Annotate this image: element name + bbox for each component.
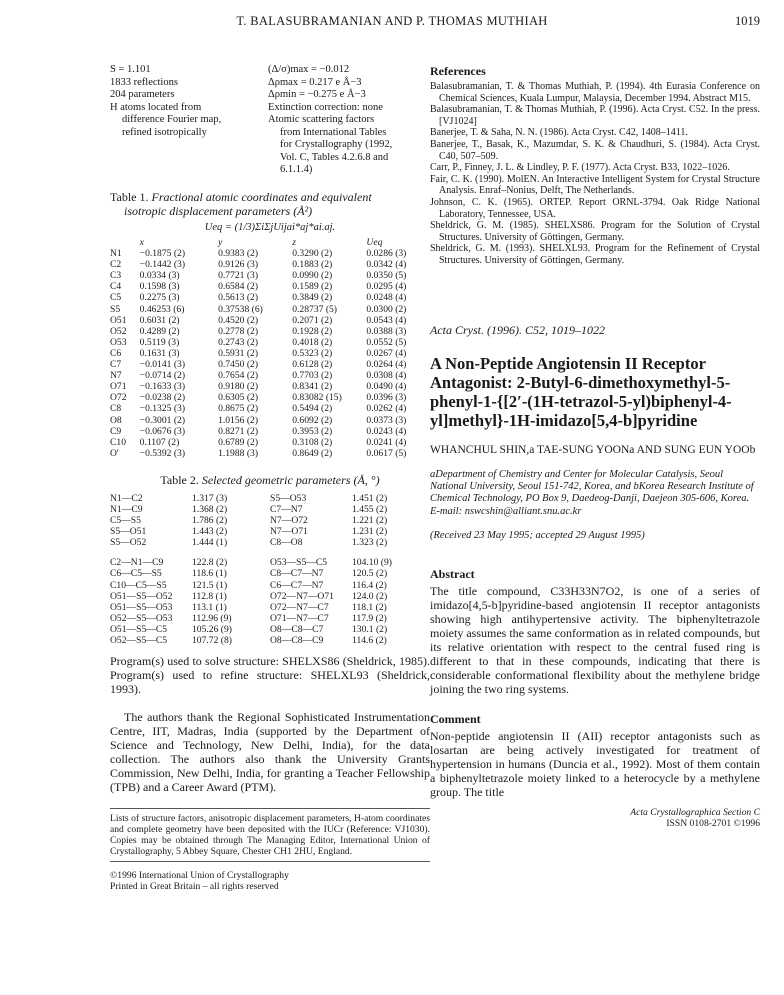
bond-value: 118.6 (1) (192, 568, 227, 580)
coordinate-cell: 0.0267 (4) (366, 347, 407, 359)
bond-value: 112.96 (9) (192, 612, 232, 624)
footnote-rule (110, 808, 430, 809)
table-row (110, 591, 430, 602)
article-title: A Non-Peptide Angiotensin II Receptor Antagonist: 2-Butyl-6-dimethoxymethyl-5-phenyl-1-{[2′-(1H-tetrazol-5-yl)biphenyl-4-yl]methyl}-1H-imidazo[5,4-b]pyridine (430, 353, 732, 430)
coordinate-cell: 0.9180 (2) (218, 381, 259, 393)
coordinate-cell: 0.5613 (2) (218, 292, 259, 304)
copyright-line: ©1996 International Union of Crystallography (110, 870, 289, 882)
table-row (110, 437, 430, 448)
coordinate-cell: 0.6305 (2) (218, 392, 259, 404)
coordinate-cell: −0.1875 (2) (139, 248, 186, 260)
table-row (110, 270, 430, 281)
coordinate-cell: 0.0308 (4) (366, 370, 407, 382)
coordinate-cell: 0.2071 (2) (292, 314, 333, 326)
bond-value: 118.1 (2) (352, 601, 387, 613)
coordinate-cell: 0.7703 (2) (292, 370, 333, 382)
coordinate-cell: 0.46253 (6) (139, 303, 185, 315)
bond-value: 114.6 (2) (352, 635, 387, 646)
bond-label: O52—S5—O53 (110, 612, 173, 624)
atom-label: O71 (110, 381, 127, 393)
bond-label: C7—N7 (270, 503, 303, 515)
coordinate-cell: 0.0388 (3) (366, 325, 407, 337)
bond-label: O72—N7—O71 (270, 590, 334, 602)
parameter-line: for Crystallography (1992, (280, 139, 393, 150)
bond-value: 1.451 (2) (352, 492, 388, 504)
right-column (430, 64, 760, 829)
atom-label: C6 (110, 347, 122, 359)
coordinate-cell: −0.3001 (2) (139, 414, 186, 426)
bond-label: C8—C7—N7 (270, 568, 324, 580)
table-row (110, 326, 430, 337)
atom-label: O53 (110, 336, 127, 348)
coordinate-cell: 0.0342 (4) (366, 259, 407, 271)
coordinate-cell: −0.5392 (3) (139, 447, 186, 459)
bond-value: 1.317 (3) (192, 492, 228, 504)
table1-column-header: z (292, 237, 296, 248)
journal-section-line: Acta Crystallographica Section C (630, 807, 760, 819)
bond-value: 104.10 (9) (352, 557, 392, 569)
bond-label: O51—S5—O53 (110, 601, 173, 613)
issn-line: ISSN 0108-2701 ©1996 (666, 818, 760, 830)
table-row (110, 568, 430, 579)
table-row (110, 613, 430, 624)
bond-label: C10—C5—S5 (110, 579, 167, 591)
coordinate-cell: 0.3290 (2) (292, 248, 333, 260)
table-row (110, 493, 430, 504)
table1-column-header: x (139, 237, 144, 248)
table-row (110, 337, 430, 348)
reference-item: Sheldrick, G. M. (1993). SHELXL93. Program for the Refinement of Crystal Structures. University of Göttingen, Germany. (430, 243, 760, 266)
coordinate-cell: 0.8649 (2) (292, 447, 333, 459)
left-column (110, 64, 430, 892)
article-affiliation: aDepartment of Chemistry and Center for Molecular Catalysis, Seoul National University, Seoul 151-742, Korea, and bKorea Research Institute of Chemical Technology, PO Box 9, Daedeog-Danji, Daejeon 305-606, Korea. E-mail: nswcshin@alliant.snu.ac.kr (430, 468, 754, 517)
coordinate-cell: 0.83082 (15) (292, 392, 342, 404)
bond-value: 116.4 (2) (352, 579, 387, 591)
table1-caption-text: Fractional atomic coordinates and equivalent (151, 190, 372, 204)
bond-value: 1.231 (2) (352, 526, 388, 538)
bond-label: N7—O71 (270, 526, 308, 538)
table2-label: Table 2. (160, 472, 199, 487)
table-row (110, 403, 430, 414)
running-title: T. BALASUBRAMANIAN AND P. THOMAS MUTHIAH (236, 14, 548, 28)
coordinate-cell: −0.0714 (2) (139, 370, 186, 382)
coordinate-cell: 0.0552 (5) (366, 336, 407, 348)
coordinate-cell: 0.0264 (4) (366, 359, 407, 371)
coordinate-cell: 0.7450 (2) (218, 359, 259, 371)
atom-label: C4 (110, 281, 122, 293)
bond-label: S5—O53 (270, 492, 307, 504)
references-heading: References (430, 64, 486, 78)
coordinate-cell: 0.0334 (3) (139, 270, 180, 282)
parameter-line: Vol. C, Tables 4.2.6.8 and (280, 151, 389, 163)
bond-value: 1.443 (2) (192, 526, 228, 538)
reference-item: Carr, P., Finney, J. L. & Lindley, P. F. (1977). Acta Cryst. B33, 1022–1026. (430, 162, 730, 174)
atom-label: C3 (110, 270, 122, 282)
coordinate-cell: 1.1988 (3) (218, 447, 259, 459)
coordinate-cell: 0.5119 (3) (139, 336, 180, 348)
parameter-line: Extinction correction: none (268, 101, 383, 113)
coordinate-cell: 0.6789 (2) (218, 436, 259, 448)
reference-item: Balasubramanian, T. & Thomas Muthiah, P. (1994). 4th Eurasia Conference on Chemical Sciences, Kuala Lumpur, Malaysia, December 1994. Abstract M15. (430, 81, 760, 104)
reference-item: Sheldrick, G. M. (1985). SHELXS86. Program for the Solution of Crystal Structures. University of Göttingen, Germany. (430, 220, 760, 243)
bond-label: C6—C5—S5 (110, 568, 162, 580)
table-row (110, 348, 430, 359)
acknowledgement: The authors thank the Regional Sophisticated Instrumentation Centre, IIT, Madras, India (supported by the Department of Science and Technology, New Delhi, India), for the data collection. The authors also thank the University Grants Commission, New Delhi, India, for granting a Teacher Fellowship (TPB) and a Career Award (PTM). (110, 710, 430, 795)
coordinate-cell: 0.1598 (3) (139, 281, 180, 293)
coordinate-cell: 0.3849 (2) (292, 292, 333, 304)
coordinate-cell: 0.0241 (4) (366, 436, 407, 448)
journal-footer (430, 807, 760, 829)
table2-caption-text: Selected geometric parameters (Å, °) (201, 472, 380, 487)
table1-column-header: y (218, 237, 223, 248)
atom-label: C2 (110, 259, 122, 271)
bond-value: 107.72 (8) (192, 635, 232, 646)
bond-label: N1—C2 (110, 492, 143, 504)
coordinate-cell: 0.0396 (3) (366, 392, 407, 404)
reference-item: Banerjee, T. & Saha, N. N. (1986). Acta Cryst. C42, 1408–1411. (430, 127, 688, 139)
atom-label: S5 (110, 303, 121, 315)
atom-label: O8 (110, 414, 122, 426)
parameters-right (268, 64, 428, 177)
coordinate-cell: 0.2275 (3) (139, 292, 180, 304)
atom-label: C7 (110, 359, 122, 371)
coordinate-cell: 0.8271 (2) (218, 425, 259, 437)
coordinate-cell: −0.1633 (3) (139, 381, 186, 393)
bond-value: 121.5 (1) (192, 579, 228, 591)
table-gap (110, 548, 430, 557)
table-row (110, 448, 430, 459)
abstract-heading: Abstract (430, 567, 475, 582)
parameter-line: Atomic scattering factors (268, 114, 375, 125)
bond-value: 1.444 (1) (192, 537, 228, 549)
table-row (110, 359, 430, 370)
coordinate-cell: 0.0543 (4) (366, 314, 407, 326)
ueq-definition: Ueq = (1/3)ΣiΣjUijai*aj*ai.aj. (204, 222, 336, 233)
bond-value: 113.1 (1) (192, 601, 227, 613)
coordinate-cell: 0.9126 (3) (218, 259, 259, 271)
coordinate-cell: 0.1928 (2) (292, 325, 333, 337)
bond-label: C2—N1—C9 (110, 557, 164, 569)
coordinate-cell: 0.1631 (3) (139, 347, 180, 359)
parameter-line: 204 parameters (110, 89, 175, 100)
coordinate-cell: 0.4018 (2) (292, 336, 333, 348)
parameter-line: H atoms located from (110, 101, 202, 113)
coordinate-cell: 0.1883 (2) (292, 259, 333, 271)
bond-label: O71—N7—C7 (270, 612, 329, 624)
parameter-line: S = 1.101 (110, 64, 151, 75)
table-row (110, 259, 430, 270)
abstract-text: The title compound, C33H33N7O2, is one of a series of imidazo[4,5-b]pyridine-based angiotensin II receptor antagonists showing high antihypertensive activity. The biphenyltetrazole moiety assumes the same conformation as in related compounds, but its relative orientation with respect to the central fused ring is different to that in these compounds, indicating that there is considerable conformational flexibility about the methylene bridge joining the two ring systems. (430, 584, 760, 697)
table1-caption-line2: isotropic displacement parameters (Å²) (124, 204, 313, 218)
coordinate-cell: 0.2778 (2) (218, 325, 259, 337)
coordinate-cell: 0.8341 (2) (292, 381, 333, 393)
coordinate-cell: 0.0295 (4) (366, 281, 407, 293)
coordinate-cell: 0.0490 (4) (366, 381, 407, 393)
parameter-line: 1833 reflections (110, 76, 178, 88)
table1-coordinates (110, 237, 430, 459)
bond-value: 124.0 (2) (352, 590, 388, 602)
programs-used: Program(s) used to solve structure: SHELXS86 (Sheldrick, 1985). Program(s) used to refine structure: SHELXL93 (Sheldrick, 1993). (110, 654, 430, 697)
reference-item: Johnson, C. K. (1965). ORTEP. Report ORNL-3794. Oak Ridge National Laboratory, Tennessee, USA. (430, 196, 760, 220)
coordinate-cell: 0.8675 (2) (218, 403, 259, 415)
bond-value: 112.8 (1) (192, 590, 227, 602)
bond-label: C6—C7—N7 (270, 579, 324, 591)
bond-label: O52—S5—C5 (110, 635, 168, 646)
atom-label: O51 (110, 314, 127, 326)
bond-label: N7—O72 (270, 515, 308, 527)
table-row (110, 381, 430, 392)
table-row (110, 415, 430, 426)
coordinate-cell: 0.0373 (3) (366, 414, 407, 426)
bond-label: N1—C9 (110, 503, 143, 515)
coordinate-cell: 0.0243 (4) (366, 425, 407, 437)
coordinate-cell: 0.1589 (2) (292, 281, 333, 293)
atom-label: C8 (110, 403, 122, 415)
coordinate-cell: 0.0286 (3) (366, 248, 407, 260)
table-row (110, 370, 430, 381)
atom-label: O52 (110, 325, 127, 337)
references-list (430, 81, 760, 267)
parameter-line: Δρmin = −0.275 e Å−3 (268, 89, 366, 100)
atom-label: O72 (110, 392, 127, 404)
table1-header-row (110, 237, 430, 248)
coordinate-cell: 0.1107 (2) (139, 436, 180, 448)
article-citation: Acta Cryst. (1996). C52, 1019–1022 (430, 322, 605, 337)
bond-label: S5—O52 (110, 537, 147, 549)
coordinate-cell: −0.1325 (3) (139, 403, 186, 415)
reference-item: Fair, C. K. (1990). MolEN. An Interactive Intelligent System for Crystal Structure Analysis. Enraf–Nonius, Delft, The Netherlands. (430, 173, 760, 197)
table-row (110, 248, 430, 259)
running-header (0, 14, 784, 34)
bond-value: 1.323 (2) (352, 537, 388, 549)
table-row (110, 557, 430, 568)
bond-value: 122.8 (2) (192, 557, 228, 569)
bond-value: 120.5 (2) (352, 568, 388, 580)
coordinate-cell: 0.0262 (4) (366, 403, 407, 415)
atom-label: C10 (110, 436, 126, 448)
bond-label: O53—S5—C5 (270, 557, 328, 569)
bond-value: 105.26 (9) (192, 623, 232, 635)
table1-column-header (110, 237, 140, 248)
atom-label: C5 (110, 292, 122, 304)
table-row (110, 526, 430, 537)
footnote-rule-bottom (110, 861, 430, 862)
parameter-line: Δρmax = 0.217 e Å−3 (268, 76, 362, 88)
bond-label: C8—O8 (270, 537, 303, 549)
article-authors: WHANCHUL SHIN,a TAE-SUNG YOONa AND SUNG EUN YOOb (430, 443, 756, 456)
copyright-footer (110, 870, 430, 892)
bond-value: 1.221 (2) (352, 515, 388, 527)
table1-column-header: Ueq (366, 237, 383, 248)
table-row (110, 304, 430, 315)
coordinate-cell: 0.7721 (3) (218, 270, 259, 282)
coordinate-cell: 0.7654 (2) (218, 370, 259, 382)
reference-item: Banerjee, T., Basak, K., Mazumdar, S. K. & Chaudhuri, S. (1984). Acta Cryst. C40, 507–509. (430, 138, 760, 162)
atom-label: N1 (110, 248, 122, 260)
coordinate-cell: 0.3953 (2) (292, 425, 333, 437)
reference-item: Balasubramanian, T. & Thomas Muthiah, P. (1996). Acta Cryst. C52. In the press. [VJ1024] (430, 104, 760, 127)
received-dates: (Received 23 May 1995; accepted 29 August 1995) (430, 530, 645, 542)
coordinate-cell: −0.0141 (3) (139, 359, 186, 371)
table1-label: Table 1. (110, 190, 149, 204)
parameter-line: difference Fourier map, (122, 114, 222, 125)
bond-value: 1.368 (2) (192, 503, 228, 515)
coordinate-cell: 0.6092 (2) (292, 414, 333, 426)
table2-caption (110, 473, 430, 487)
bond-label: O51—S5—C5 (110, 623, 168, 635)
coordinate-cell: 0.0617 (5) (366, 447, 407, 459)
coordinate-cell: −0.1442 (3) (139, 259, 186, 271)
coordinate-cell: 0.5323 (2) (292, 347, 333, 359)
coordinate-cell: 0.0990 (2) (292, 270, 333, 282)
table-row (110, 515, 430, 526)
bond-label: O8—C8—C9 (270, 635, 324, 646)
bond-label: O8—C8—C7 (270, 623, 324, 635)
bond-label: O72—N7—C7 (270, 601, 329, 613)
bond-value: 117.9 (2) (352, 612, 387, 624)
coordinate-cell: 0.0248 (4) (366, 292, 407, 304)
coordinate-cell: 0.6584 (2) (218, 281, 259, 293)
atom-label: N7 (110, 370, 122, 382)
atom-label: C9 (110, 425, 122, 437)
coordinate-cell: 0.2743 (2) (218, 336, 259, 348)
table-row (110, 281, 430, 292)
coordinate-cell: 0.6031 (2) (139, 314, 180, 326)
coordinate-cell: 0.9383 (2) (218, 248, 259, 260)
bond-value: 1.786 (2) (192, 515, 228, 527)
printed-line: Printed in Great Britain – all rights reserved (110, 881, 279, 893)
deposit-note: Lists of structure factors, anisotropic displacement parameters, H-atom coordinates and complete geometry have been deposited with the IUCr (Reference: VJ1030). Copies may be obtained through The Managing Editor, International Union of Crystallography, 5 Abbey Square, Chester CH1 2HU, England. (110, 813, 430, 858)
comment-text: Non-peptide angiotensin II (AII) receptor antagonists such as losartan are being actively investigated for treatment of hypertension in humans (Duncia et al., 1992). Most of them contain a biphenyltetrazole moiety linked to a heterocycle by a methylene group. The title (430, 729, 760, 800)
coordinate-cell: 0.4520 (2) (218, 314, 259, 326)
comment-heading: Comment (430, 712, 481, 727)
table-row (110, 580, 430, 591)
coordinate-cell: 0.0350 (5) (366, 270, 407, 282)
refinement-parameters (110, 64, 430, 186)
coordinate-cell: −0.0238 (2) (139, 392, 186, 404)
table-gap-cell (110, 548, 192, 557)
parameter-line: refined isotropically (122, 126, 207, 138)
table-row (110, 624, 430, 635)
parameters-left (110, 64, 260, 139)
table-row (110, 635, 430, 646)
bond-label: S5—O51 (110, 526, 147, 538)
coordinate-cell: 0.4289 (2) (139, 325, 180, 337)
coordinate-cell: 0.5931 (2) (218, 347, 259, 359)
parameter-line: 6.1.1.4) (280, 164, 313, 175)
page-number: 1019 (735, 14, 760, 28)
bond-label: O51—S5—O52 (110, 590, 173, 602)
table2-geometry (110, 493, 430, 646)
bond-label: C5—S5 (110, 515, 141, 527)
coordinate-cell: 0.0300 (2) (366, 303, 407, 315)
table-row (110, 504, 430, 515)
table-row (110, 292, 430, 303)
coordinate-cell: 1.0156 (2) (218, 414, 259, 426)
parameter-line: (Δ/σ)max = −0.012 (268, 64, 350, 75)
table-row (110, 315, 430, 326)
table-row (110, 602, 430, 613)
coordinate-cell: −0.0676 (3) (139, 425, 186, 437)
coordinate-cell: 0.5494 (2) (292, 403, 333, 415)
bond-value: 130.1 (2) (352, 623, 388, 635)
coordinate-cell: 0.37538 (6) (218, 303, 263, 315)
atom-label: O' (110, 447, 119, 459)
parameter-line: from International Tables (280, 126, 387, 138)
coordinate-cell: 0.28737 (5) (292, 303, 337, 315)
table-row (110, 426, 430, 437)
coordinate-cell: 0.6128 (2) (292, 359, 333, 371)
coordinate-cell: 0.3108 (2) (292, 436, 333, 448)
bond-value: 1.455 (2) (352, 503, 388, 515)
table1-caption (110, 190, 430, 218)
table-row (110, 537, 430, 548)
table-row (110, 392, 430, 403)
